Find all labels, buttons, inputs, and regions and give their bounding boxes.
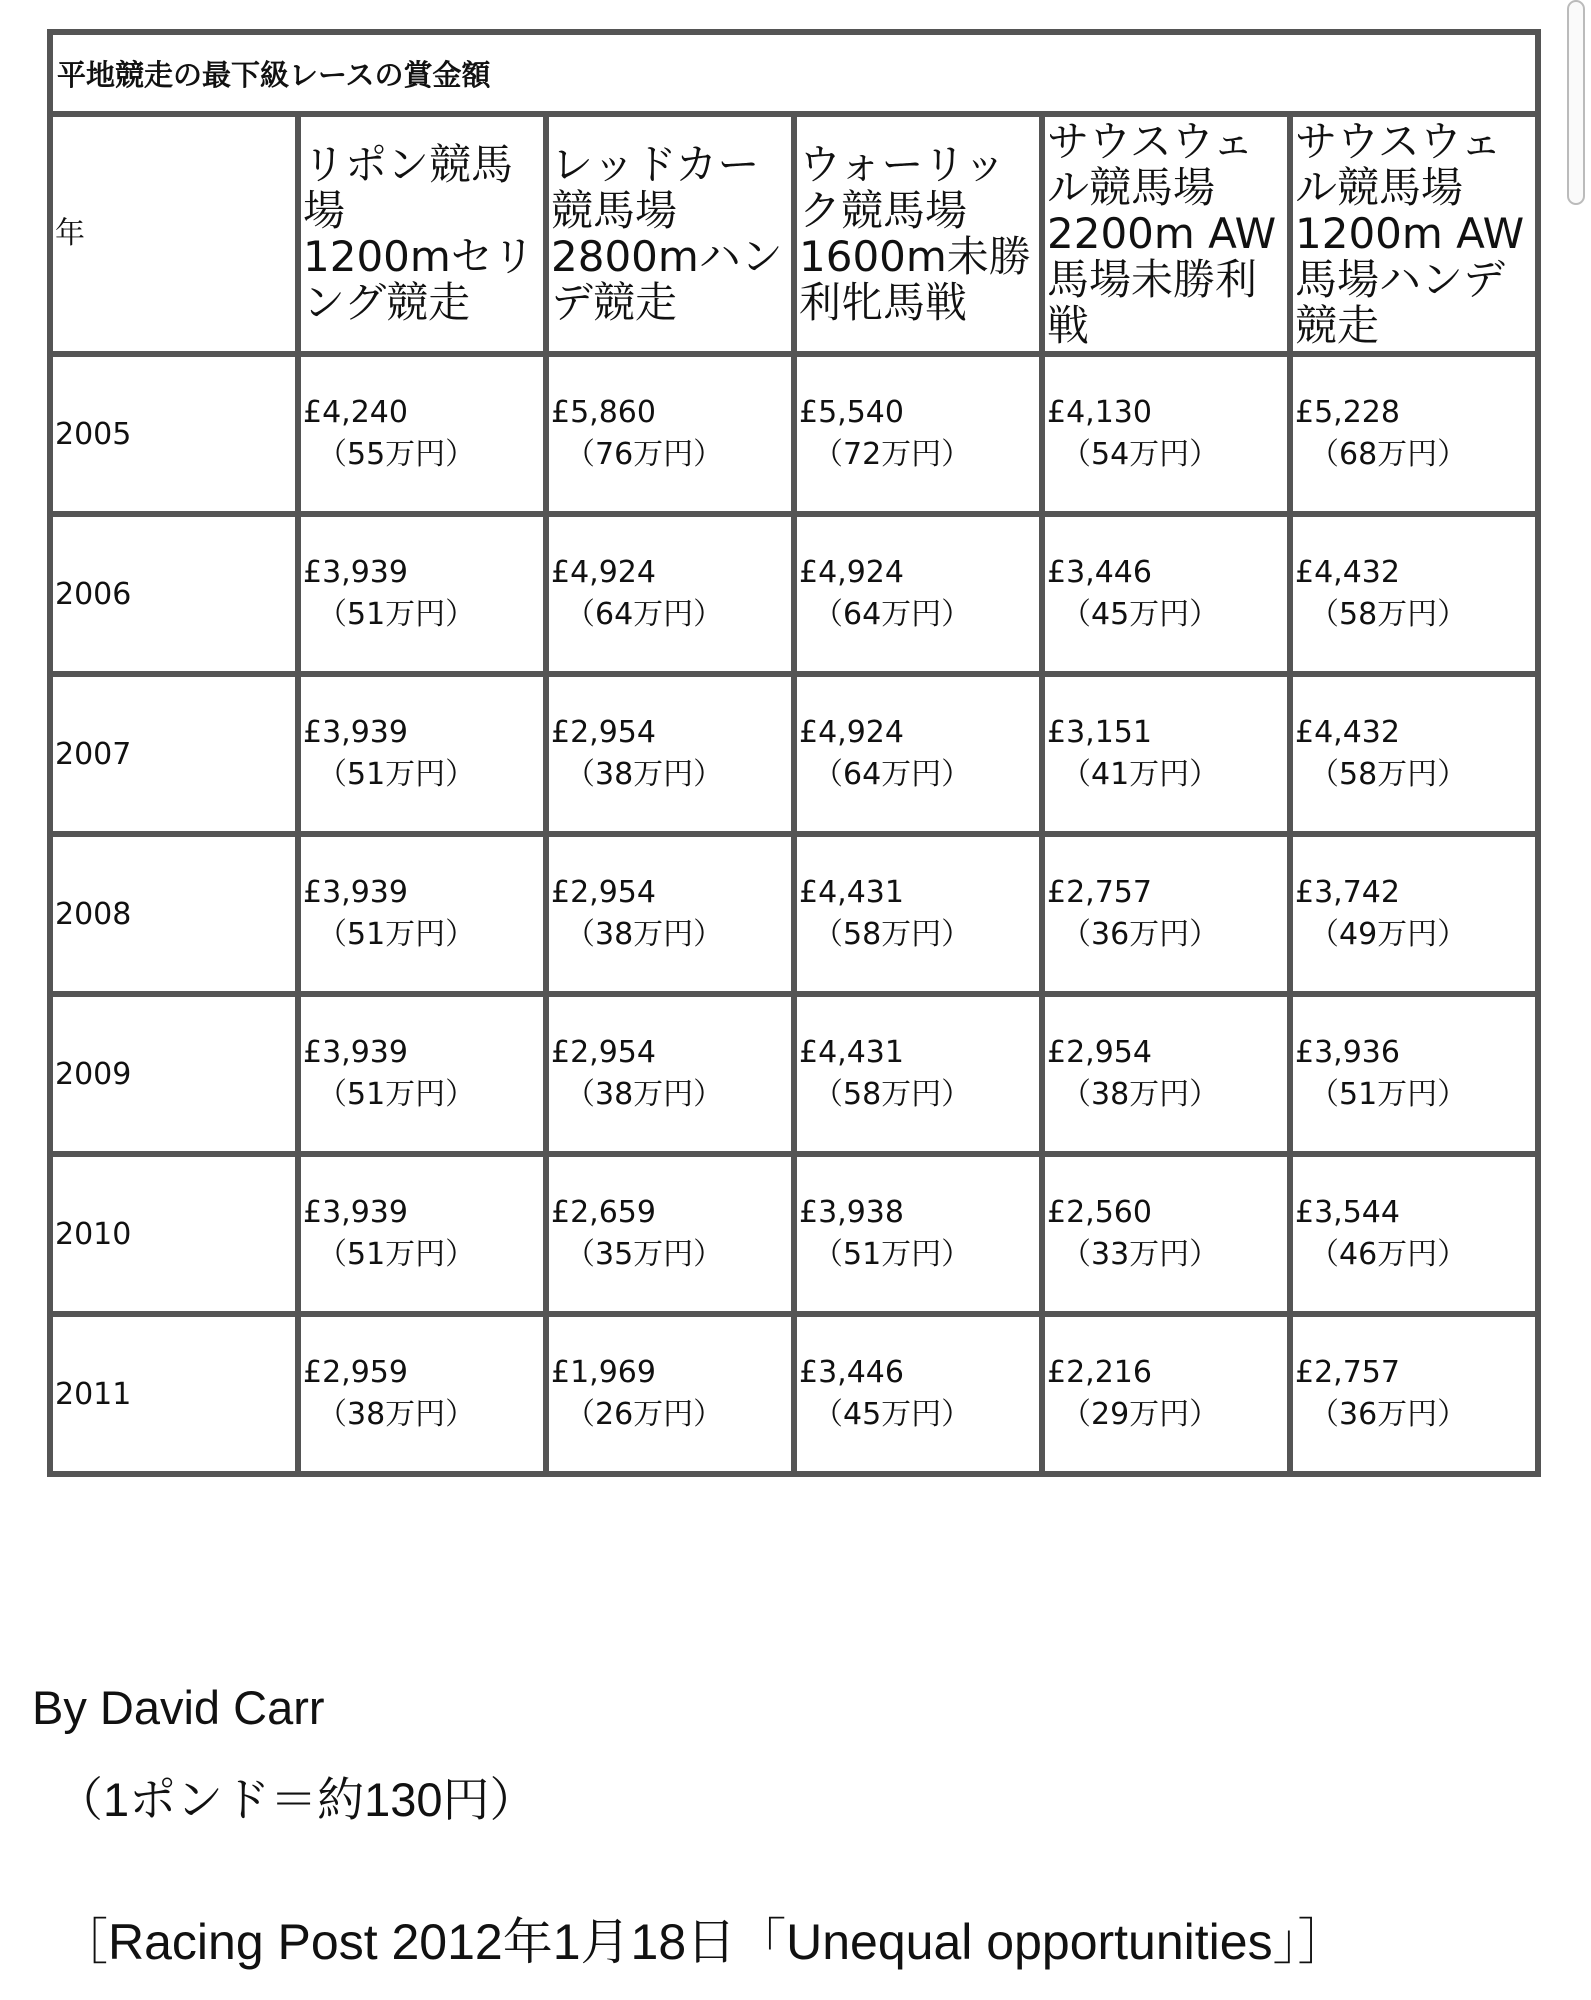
prize-gbp: £2,954 xyxy=(551,1035,656,1070)
prize-cell xyxy=(546,1314,794,1474)
prize-cell xyxy=(298,674,546,834)
prize-yen: （76万円） xyxy=(565,437,724,472)
prize-yen: （51万円） xyxy=(317,1077,476,1112)
prize-cell xyxy=(298,354,546,514)
prize-gbp: £3,939 xyxy=(303,1195,408,1230)
prize-yen: （51万円） xyxy=(317,917,476,952)
table-header-row xyxy=(50,114,1538,354)
prize-gbp: £4,431 xyxy=(799,875,904,910)
prize-gbp: £3,939 xyxy=(303,715,408,750)
prize-yen: （35万円） xyxy=(565,1237,724,1272)
prize-yen: （68万円） xyxy=(1309,437,1468,472)
year-cell: 2011 xyxy=(50,1314,298,1474)
table-row xyxy=(50,514,1538,674)
prize-yen: （64万円） xyxy=(813,597,972,632)
prize-cell xyxy=(1290,1154,1538,1314)
prize-yen: （45万円） xyxy=(813,1397,972,1432)
prize-gbp: £2,954 xyxy=(551,715,656,750)
prize-yen: （38万円） xyxy=(565,757,724,792)
column-header: リポン競馬場 1200mセリング競走 xyxy=(298,114,546,354)
exchange-rate-note: （1ポンド＝約130円） xyxy=(56,1773,537,1826)
prize-yen: （38万円） xyxy=(565,917,724,952)
prize-yen: （72万円） xyxy=(813,437,972,472)
prize-yen: （38万円） xyxy=(317,1397,476,1432)
prize-yen: （36万円） xyxy=(1309,1397,1468,1432)
prize-yen: （51万円） xyxy=(317,1237,476,1272)
table-body xyxy=(50,354,1538,1474)
prize-gbp: £3,446 xyxy=(1047,555,1152,590)
prize-cell xyxy=(298,1314,546,1474)
prize-yen: （38万円） xyxy=(1061,1077,1220,1112)
prize-yen: （51万円） xyxy=(317,597,476,632)
table-row xyxy=(50,994,1538,1154)
table-row xyxy=(50,674,1538,834)
prize-gbp: £2,954 xyxy=(551,875,656,910)
byline: By David Carr xyxy=(32,1681,325,1734)
prize-cell xyxy=(546,514,794,674)
prize-yen: （58万円） xyxy=(813,1077,972,1112)
prize-gbp: £3,939 xyxy=(303,1035,408,1070)
table-row xyxy=(50,1314,1538,1474)
vertical-scrollbar[interactable] xyxy=(1567,0,1585,205)
year-cell: 2007 xyxy=(50,674,298,834)
prize-yen: （51万円） xyxy=(317,757,476,792)
column-header: ウォーリック競馬場 1600m未勝利牝馬戦 xyxy=(794,114,1042,354)
prize-gbp: £3,936 xyxy=(1295,1035,1400,1070)
year-cell: 2005 xyxy=(50,354,298,514)
prize-yen: （41万円） xyxy=(1061,757,1220,792)
prize-yen: （36万円） xyxy=(1061,917,1220,952)
prize-gbp: £1,969 xyxy=(551,1355,656,1390)
table-row xyxy=(50,834,1538,994)
prize-gbp: £2,959 xyxy=(303,1355,408,1390)
prize-gbp: £4,924 xyxy=(799,555,904,590)
prize-yen: （64万円） xyxy=(565,597,724,632)
year-cell: 2009 xyxy=(50,994,298,1154)
table-row xyxy=(50,354,1538,514)
prize-cell xyxy=(298,994,546,1154)
prize-gbp: £3,938 xyxy=(799,1195,904,1230)
prize-yen: （26万円） xyxy=(565,1397,724,1432)
prize-cell xyxy=(546,1154,794,1314)
prize-yen: （51万円） xyxy=(813,1237,972,1272)
column-header: レッドカー競馬場 2800mハンデ競走 xyxy=(546,114,794,354)
prize-cell xyxy=(1042,674,1290,834)
prize-gbp: £4,432 xyxy=(1295,715,1400,750)
prize-cell xyxy=(1290,514,1538,674)
column-header: サウスウェル競馬場 1200m AW馬場ハンデ競走 xyxy=(1290,114,1538,354)
prize-cell xyxy=(1042,834,1290,994)
table-title: 平地競走の最下級レースの賞金額 xyxy=(50,32,1538,114)
prize-gbp: £4,240 xyxy=(303,395,408,430)
prize-gbp: £3,939 xyxy=(303,875,408,910)
prize-gbp: £4,130 xyxy=(1047,395,1152,430)
prize-cell xyxy=(794,1154,1042,1314)
prize-yen: （46万円） xyxy=(1309,1237,1468,1272)
prize-gbp: £2,216 xyxy=(1047,1355,1152,1390)
year-cell: 2006 xyxy=(50,514,298,674)
prize-cell xyxy=(298,834,546,994)
column-header: サウスウェル競馬場 2200m AW馬場未勝利戦 xyxy=(1042,114,1290,354)
year-cell: 2010 xyxy=(50,1154,298,1314)
year-cell: 2008 xyxy=(50,834,298,994)
prize-gbp: £2,560 xyxy=(1047,1195,1152,1230)
prize-cell xyxy=(1290,674,1538,834)
prize-cell xyxy=(1290,834,1538,994)
prize-cell xyxy=(794,994,1042,1154)
prize-gbp: £5,228 xyxy=(1295,395,1400,430)
prize-gbp: £4,924 xyxy=(799,715,904,750)
table-row xyxy=(50,1154,1538,1314)
prize-yen: （38万円） xyxy=(565,1077,724,1112)
prize-gbp: £4,431 xyxy=(799,1035,904,1070)
prize-cell xyxy=(794,354,1042,514)
prize-gbp: £2,757 xyxy=(1295,1355,1400,1390)
prize-cell xyxy=(546,354,794,514)
prize-cell xyxy=(298,1154,546,1314)
prize-yen: （51万円） xyxy=(1309,1077,1468,1112)
prize-gbp: £3,151 xyxy=(1047,715,1152,750)
prize-money-table-wrapper xyxy=(47,29,1541,1477)
prize-gbp: £3,446 xyxy=(799,1355,904,1390)
prize-gbp: £2,659 xyxy=(551,1195,656,1230)
prize-cell xyxy=(546,834,794,994)
prize-cell xyxy=(1042,1314,1290,1474)
prize-cell xyxy=(794,514,1042,674)
prize-yen: （29万円） xyxy=(1061,1397,1220,1432)
prize-cell xyxy=(1042,514,1290,674)
prize-cell xyxy=(1290,994,1538,1154)
prize-cell xyxy=(1290,1314,1538,1474)
prize-cell xyxy=(1042,994,1290,1154)
prize-yen: （58万円） xyxy=(1309,597,1468,632)
prize-gbp: £3,544 xyxy=(1295,1195,1400,1230)
prize-gbp: £5,540 xyxy=(799,395,904,430)
prize-cell xyxy=(546,994,794,1154)
prize-yen: （54万円） xyxy=(1061,437,1220,472)
prize-gbp: £3,939 xyxy=(303,555,408,590)
prize-yen: （64万円） xyxy=(813,757,972,792)
prize-yen: （58万円） xyxy=(1309,757,1468,792)
prize-gbp: £3,742 xyxy=(1295,875,1400,910)
prize-cell xyxy=(1290,354,1538,514)
source-citation: ［Racing Post 2012年1月18日「Unequal opportunities」］ xyxy=(58,1914,1348,1970)
prize-cell xyxy=(1042,1154,1290,1314)
prize-cell xyxy=(794,674,1042,834)
prize-gbp: £4,924 xyxy=(551,555,656,590)
prize-gbp: £2,757 xyxy=(1047,875,1152,910)
prize-yen: （33万円） xyxy=(1061,1237,1220,1272)
prize-cell xyxy=(794,1314,1042,1474)
prize-cell xyxy=(298,514,546,674)
prize-cell xyxy=(1042,354,1290,514)
year-column-header: 年 xyxy=(50,114,298,354)
prize-yen: （45万円） xyxy=(1061,597,1220,632)
prize-yen: （55万円） xyxy=(317,437,476,472)
prize-yen: （58万円） xyxy=(813,917,972,952)
prize-cell xyxy=(794,834,1042,994)
prize-yen: （49万円） xyxy=(1309,917,1468,952)
prize-money-table xyxy=(50,32,1538,1474)
prize-gbp: £5,860 xyxy=(551,395,656,430)
prize-cell xyxy=(546,674,794,834)
prize-gbp: £2,954 xyxy=(1047,1035,1152,1070)
prize-gbp: £4,432 xyxy=(1295,555,1400,590)
